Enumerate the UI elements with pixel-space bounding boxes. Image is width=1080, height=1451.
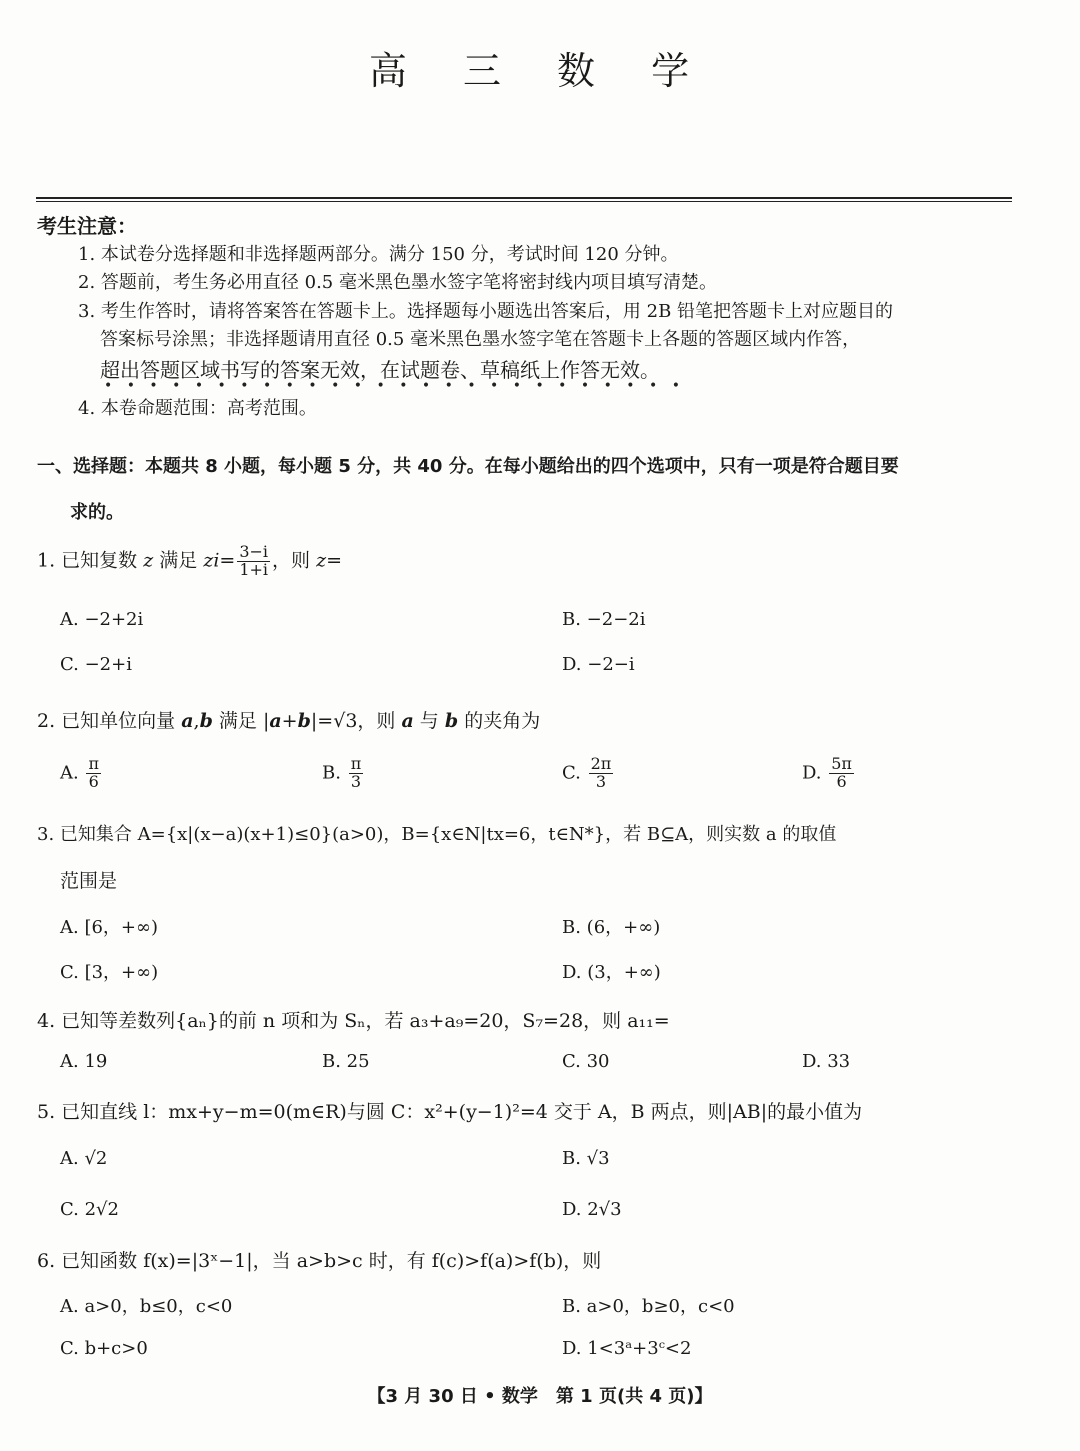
notice-item-1: 1. 本试卷分选择题和非选择题两部分。满分 150 分，考试时间 120 分钟。 bbox=[78, 244, 679, 265]
q6-option-d: D. 1<3ᵃ+3ᶜ<2 bbox=[562, 1338, 692, 1359]
fraction: $\frac{3-i}{1+i}$ bbox=[239, 542, 269, 579]
header-rule bbox=[36, 197, 1012, 199]
notice-heading: 考生注意： bbox=[37, 214, 137, 238]
emphasis-dots: • • • • • • • • • • • • • • • • • • • • • • • • • • bbox=[104, 378, 685, 394]
q2-option-c: C. $\frac{2\pi}{3}$ bbox=[562, 754, 612, 791]
q1-option-b: B. −2−2i bbox=[562, 609, 646, 630]
question-3: 3. 已知集合 A={x|(x−a)(x+1)≤0}(a>0)，B={x∈N|tx=6，t∈N*}，若 B⊆A，则实数 a 的取值 bbox=[37, 824, 837, 845]
notice-item-3-cont: 答案标号涂黑；非选择题请用直径 0.5 毫米黑色墨水签字笔在答题卡上各题的答题区域内作答， bbox=[100, 329, 861, 350]
question-3-cont: 范围是 bbox=[60, 870, 118, 892]
q3-option-c: C. [3，+∞) bbox=[60, 962, 159, 983]
q6-option-a: A. a>0，b≤0，c<0 bbox=[60, 1296, 233, 1317]
q1-option-a: A. −2+2i bbox=[60, 609, 144, 630]
q3-option-a: A. [6，+∞) bbox=[60, 917, 159, 938]
page-footer: 【3 月 30 日 • 数学 第 1 页(共 4 页)】 bbox=[367, 1386, 713, 1407]
q1-option-d: D. −2−i bbox=[562, 654, 635, 675]
q5-option-b: B. √3 bbox=[562, 1148, 610, 1169]
q2-option-a: A. $\frac{\pi}{6}$ bbox=[60, 754, 99, 791]
q4-option-d: D. 33 bbox=[802, 1051, 851, 1072]
q5-option-d: D. 2√3 bbox=[562, 1199, 622, 1220]
q1-option-c: C. −2+i bbox=[60, 654, 132, 675]
notice-item-3: 3. 考生作答时，请将答案答在答题卡上。选择题每小题选出答案后，用 2B 铅笔把答题卡上对应题目的 bbox=[78, 301, 894, 322]
notice-emphasis: 超出答题区域书写的答案无效，在试题卷、草稿纸上作答无效。 bbox=[100, 358, 660, 382]
header-rule-thin bbox=[36, 201, 1012, 202]
question-6: 6. 已知函数 f(x)=|3ˣ−1|，当 a>b>c 时，有 f(c)>f(a)>f(b)，则 bbox=[37, 1250, 602, 1272]
q5-option-c: C. 2√2 bbox=[60, 1199, 119, 1220]
notice-item-2: 2. 答题前，考生务必用直径 0.5 毫米黑色墨水签字笔将密封线内项目填写清楚。 bbox=[78, 272, 717, 293]
q4-option-b: B. 25 bbox=[322, 1051, 370, 1072]
question-1: 1. 已知复数 z 满足 zi= $\frac{3-i}{1+i}$ ，则 z= bbox=[37, 542, 343, 579]
q4-option-c: C. 30 bbox=[562, 1051, 610, 1072]
q2-option-d: D. $\frac{5\pi}{6}$ bbox=[802, 754, 852, 791]
q5-option-a: A. √2 bbox=[60, 1148, 108, 1169]
section-heading: 一、选择题：本题共 8 小题，每小题 5 分，共 40 分。在每小题给出的四个选项中，只有一项是符合题目要 bbox=[37, 456, 899, 477]
question-5: 5. 已知直线 l：mx+y−m=0(m∈R)与圆 C：x²+(y−1)²=4 交于 A，B 两点，则|AB|的最小值为 bbox=[37, 1101, 863, 1123]
section-heading-cont: 求的。 bbox=[70, 502, 124, 523]
q3-option-d: D. (3，+∞) bbox=[562, 962, 661, 983]
question-4: 4. 已知等差数列{aₙ}的前 n 项和为 Sₙ，若 a₃+a₉=20，S₇=28，则 a₁₁= bbox=[37, 1010, 670, 1032]
q3-option-b: B. (6，+∞) bbox=[562, 917, 661, 938]
page-title: 高 三 数 学 bbox=[368, 49, 712, 93]
q2-option-b: B. $\frac{\pi}{3}$ bbox=[322, 754, 362, 791]
q4-option-a: A. 19 bbox=[60, 1051, 108, 1072]
q6-option-c: C. b+c>0 bbox=[60, 1338, 148, 1359]
question-2: 2. 已知单位向量 a,b 满足 |a+b|=√3，则 a 与 b 的夹角为 bbox=[37, 710, 541, 732]
q6-option-b: B. a>0，b≥0，c<0 bbox=[562, 1296, 735, 1317]
notice-item-4: 4. 本卷命题范围：高考范围。 bbox=[78, 398, 317, 419]
